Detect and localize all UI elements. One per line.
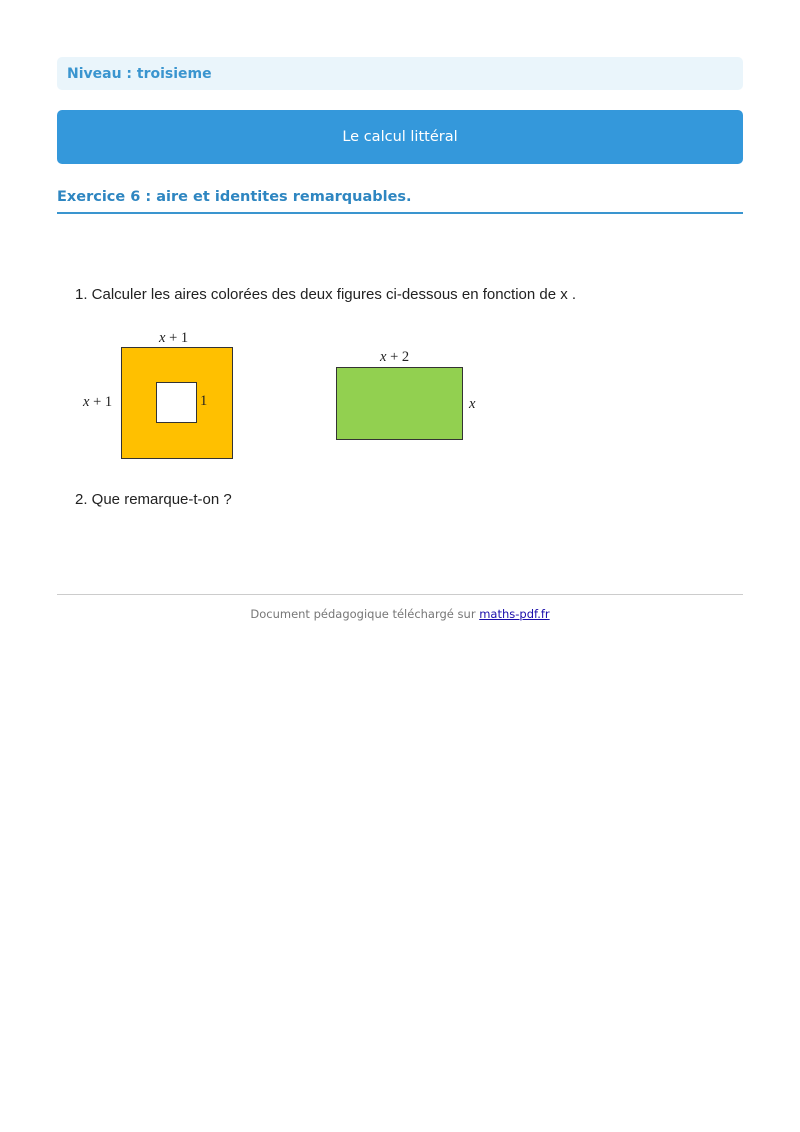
square-left-var: x (83, 394, 90, 410)
rect-right-label: x (469, 396, 476, 412)
level-box (57, 57, 743, 90)
rect-top-label (380, 349, 409, 366)
footer-text: Document pédagogique téléchargé sur (250, 607, 480, 621)
square-left-rest: + 1 (93, 394, 113, 410)
footer-link[interactable]: maths-pdf.fr (479, 607, 550, 621)
chapter-title: Le calcul littéral (342, 129, 458, 145)
question-1: 1. Calculer les aires colorées des deux figures ci-dessous en fonction de x . (75, 286, 577, 303)
chapter-banner (57, 110, 743, 164)
square-left-label (83, 394, 112, 411)
rect-top-var: x (380, 349, 387, 365)
level-label: Niveau : troisieme (67, 66, 212, 82)
square-top-label (159, 330, 188, 347)
inner-square-label (200, 393, 207, 410)
inner-square-value: 1 (200, 393, 208, 409)
exercise-heading (57, 186, 743, 214)
green-rectangle (336, 367, 463, 440)
square-top-rest: + 1 (169, 330, 189, 346)
inner-square (156, 382, 197, 423)
rect-top-rest: + 2 (390, 349, 410, 365)
exercise-title: Exercice 6 : aire et identites remarquables. (57, 189, 412, 205)
square-top-var: x (159, 330, 166, 346)
footer-divider (57, 594, 743, 595)
footer (57, 607, 743, 621)
question-2: 2. Que remarque-t-on ? (75, 491, 232, 508)
